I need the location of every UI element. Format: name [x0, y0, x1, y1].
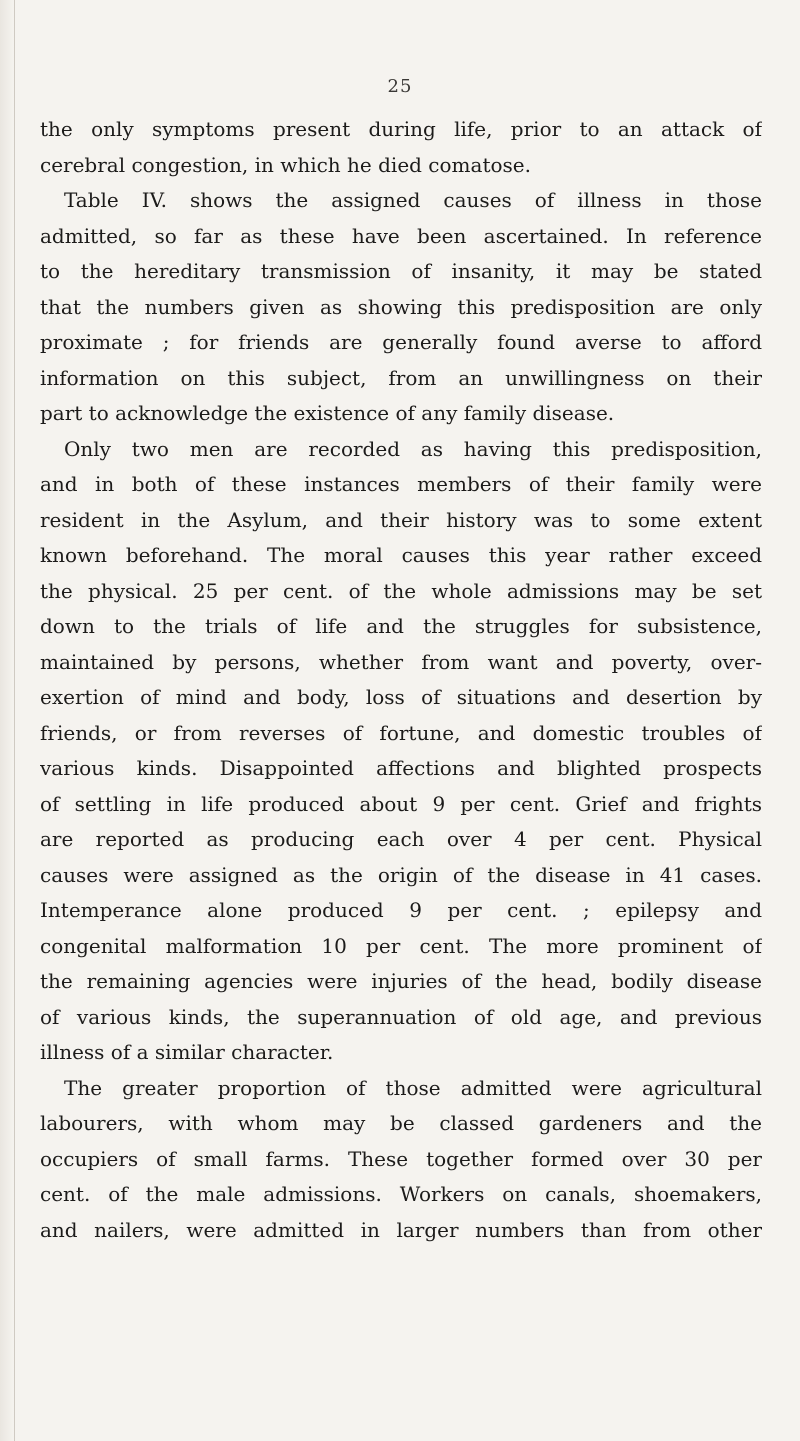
text-line: information on this subject, from an unwillingness on their	[40, 365, 762, 390]
binding-gutter	[0, 0, 15, 1441]
text-line: the physical. 25 per cent. of the whole admissions may be set	[40, 578, 762, 603]
text-line: are reported as producing each over 4 per cent. Physical	[40, 827, 762, 851]
text-line: proximate ; for friends are generally found averse to afford	[40, 330, 762, 354]
text-line: to the hereditary transmission of insanity, it may be stated	[40, 259, 762, 283]
paragraph-start-line: Only two men are recorded as having this predisposition,	[64, 436, 762, 461]
text-line: causes were assigned as the origin of the disease in 41 cases.	[40, 862, 762, 887]
page-number: 25	[387, 76, 413, 97]
text-line: down to the trials of life and the struggles for subsistence,	[40, 614, 762, 638]
text-line: of various kinds, the superannuation of old age, and previous	[40, 1004, 762, 1029]
text-line: admitted, so far as these have been ascertained. In reference	[40, 223, 762, 248]
text-line: cerebral congestion, in which he died comatose.	[40, 152, 531, 177]
text-line: part to acknowledge the existence of any family disease.	[40, 401, 615, 425]
text-line: of settling in life produced about 9 per cent. Grief and frights	[40, 791, 762, 816]
text-line: and in both of these instances members of their family were	[40, 472, 762, 496]
text-line: and nailers, were admitted in larger numbers than from other	[40, 1217, 762, 1242]
paragraph-start-line: Table IV. shows the assigned causes of illness in those	[64, 188, 762, 212]
body-text	[40, 112, 762, 1248]
text-line: resident in the Asylum, and their history was to some extent	[40, 507, 762, 532]
text-line: exertion of mind and body, loss of situations and desertion by	[40, 685, 762, 709]
text-line: congenital malformation 10 per cent. The more prominent of	[40, 933, 762, 958]
text-line: friends, or from reverses of fortune, and domestic troubles of	[40, 720, 762, 745]
text-line: cent. of the male admissions. Workers on canals, shoemakers,	[40, 1182, 762, 1206]
text-line: the only symptoms present during life, prior to an attack of	[40, 117, 762, 141]
text-line: labourers, with whom may be classed gardeners and the	[40, 1111, 762, 1135]
text-line: the remaining agencies were injuries of the head, bodily disease	[40, 969, 762, 993]
text-line: occupiers of small farms. These together formed over 30 per	[40, 1146, 762, 1171]
text-line: that the numbers given as showing this predisposition are only	[40, 294, 762, 319]
text-line: various kinds. Disappointed affections and blighted prospects	[40, 756, 762, 780]
text-line: Intemperance alone produced 9 per cent. ; epilepsy and	[40, 898, 762, 922]
text-line: maintained by persons, whether from want and poverty, over-	[40, 649, 762, 674]
text-line: illness of a similar character.	[40, 1040, 334, 1064]
paragraph-start-line: The greater proportion of those admitted were agricultural	[64, 1075, 762, 1100]
text-line: known beforehand. The moral causes this year rather exceed	[40, 543, 762, 567]
